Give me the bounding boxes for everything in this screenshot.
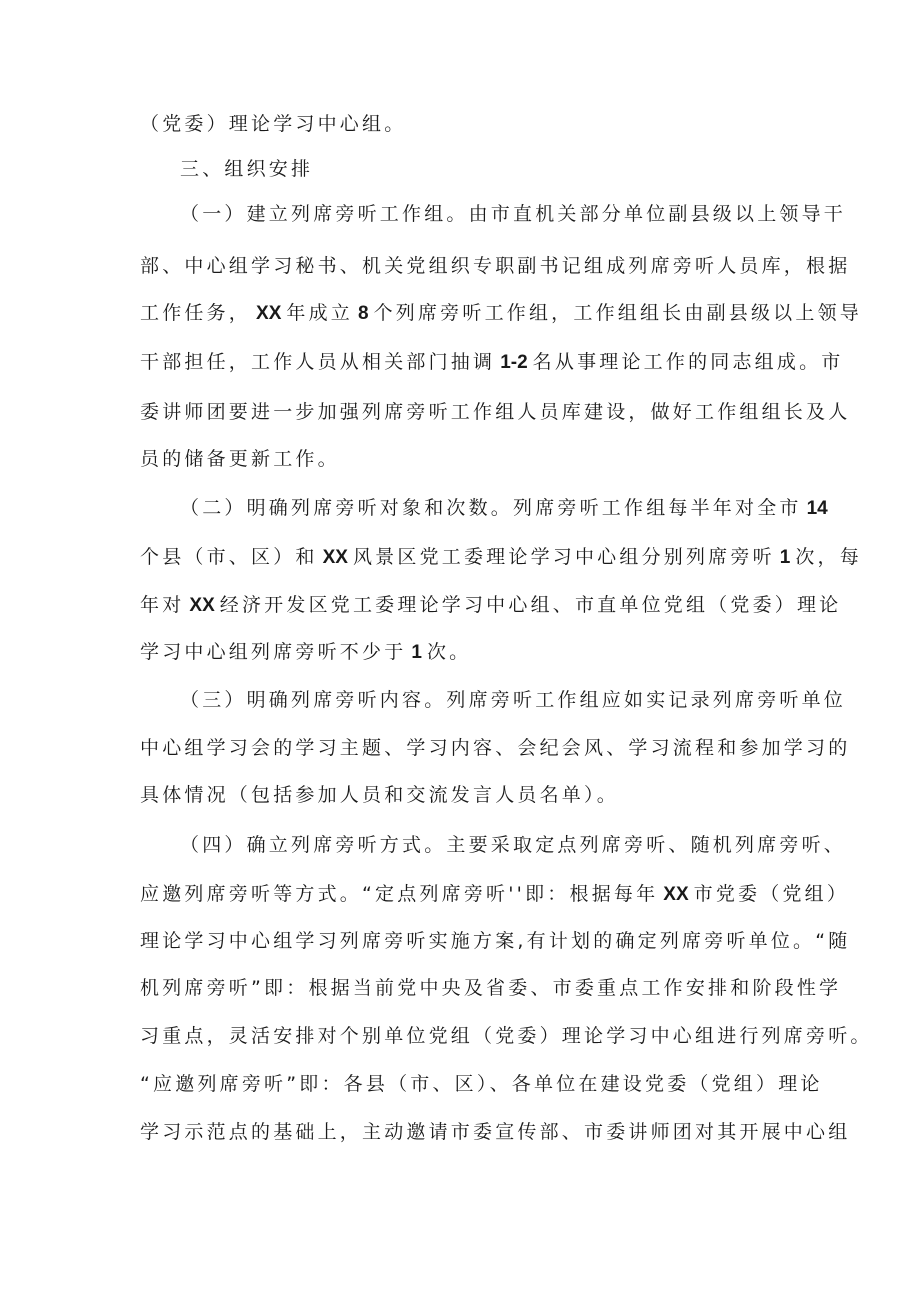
- paragraph-line: 部、中心组学习秘书、机关党组织专职副书记组成列席旁听人员库，根据: [140, 255, 851, 277]
- paragraph-line: 机列席旁听”即：根据当前党中央及省委、市委重点工作安排和阶段性学: [140, 977, 842, 999]
- paragraph-line: 应邀列席旁听等方式。“定点列席旁听''即：根据每年 XX 市党委（党组）: [140, 883, 850, 905]
- paragraph-line: （一）建立列席旁听工作组。由市直机关部分单位副县级以上领导干: [180, 203, 847, 225]
- text-line: （党委）理论学习中心组。: [140, 113, 407, 135]
- paragraph-line: 学习中心组列席旁听不少于 1 次。: [140, 641, 472, 663]
- paragraph-line: 员的储备更新工作。: [140, 448, 340, 470]
- paragraph-line: 具体情况（包括参加人员和交流发言人员名单）。: [140, 784, 619, 806]
- paragraph-line: 习重点，灵活安排对个别单位党组（党委）理论学习中心组进行列席旁听。: [140, 1025, 873, 1047]
- paragraph-line: 理论学习中心组学习列席旁听实施方案,有计划的确定列席旁听单位。“随: [140, 930, 851, 952]
- section-heading: 三、组织安排: [180, 158, 314, 180]
- paragraph-line: 年对 XX 经济开发区党工委理论学习中心组、市直单位党组（党委）理论: [140, 594, 842, 616]
- paragraph-line: 学习示范点的基础上，主动邀请市委宣传部、市委讲师团对其开展中心组: [140, 1121, 851, 1143]
- paragraph-line: 委讲师团要进一步加强列席旁听工作组人员库建设，做好工作组组长及人: [140, 401, 851, 423]
- paragraph-line: 中心组学习会的学习主题、学习内容、会纪会风、学习流程和参加学习的: [140, 737, 851, 759]
- paragraph-line: （三）明确列席旁听内容。列席旁听工作组应如实记录列席旁听单位: [180, 689, 847, 711]
- paragraph-line: 工作任务， XX 年成立 8 个列席旁听工作组，工作组组长由副县级以上领导: [140, 302, 862, 324]
- paragraph-line: （二）明确列席旁听对象和次数。列席旁听工作组每半年对全市 14: [180, 497, 828, 519]
- paragraph-line: （四）确立列席旁听方式。主要采取定点列席旁听、随机列席旁听、: [180, 834, 847, 856]
- paragraph-line: 干部担任，工作人员从相关部门抽调 1-2 名从事理论工作的同志组成。市: [140, 351, 844, 373]
- paragraph-line: 个县（市、区）和 XX 风景区党工委理论学习中心组分别列席旁听 1 次，每: [140, 546, 862, 568]
- paragraph-line: “应邀列席旁听”即：各县（市、区）、各单位在建设党委（党组）理论: [140, 1073, 823, 1095]
